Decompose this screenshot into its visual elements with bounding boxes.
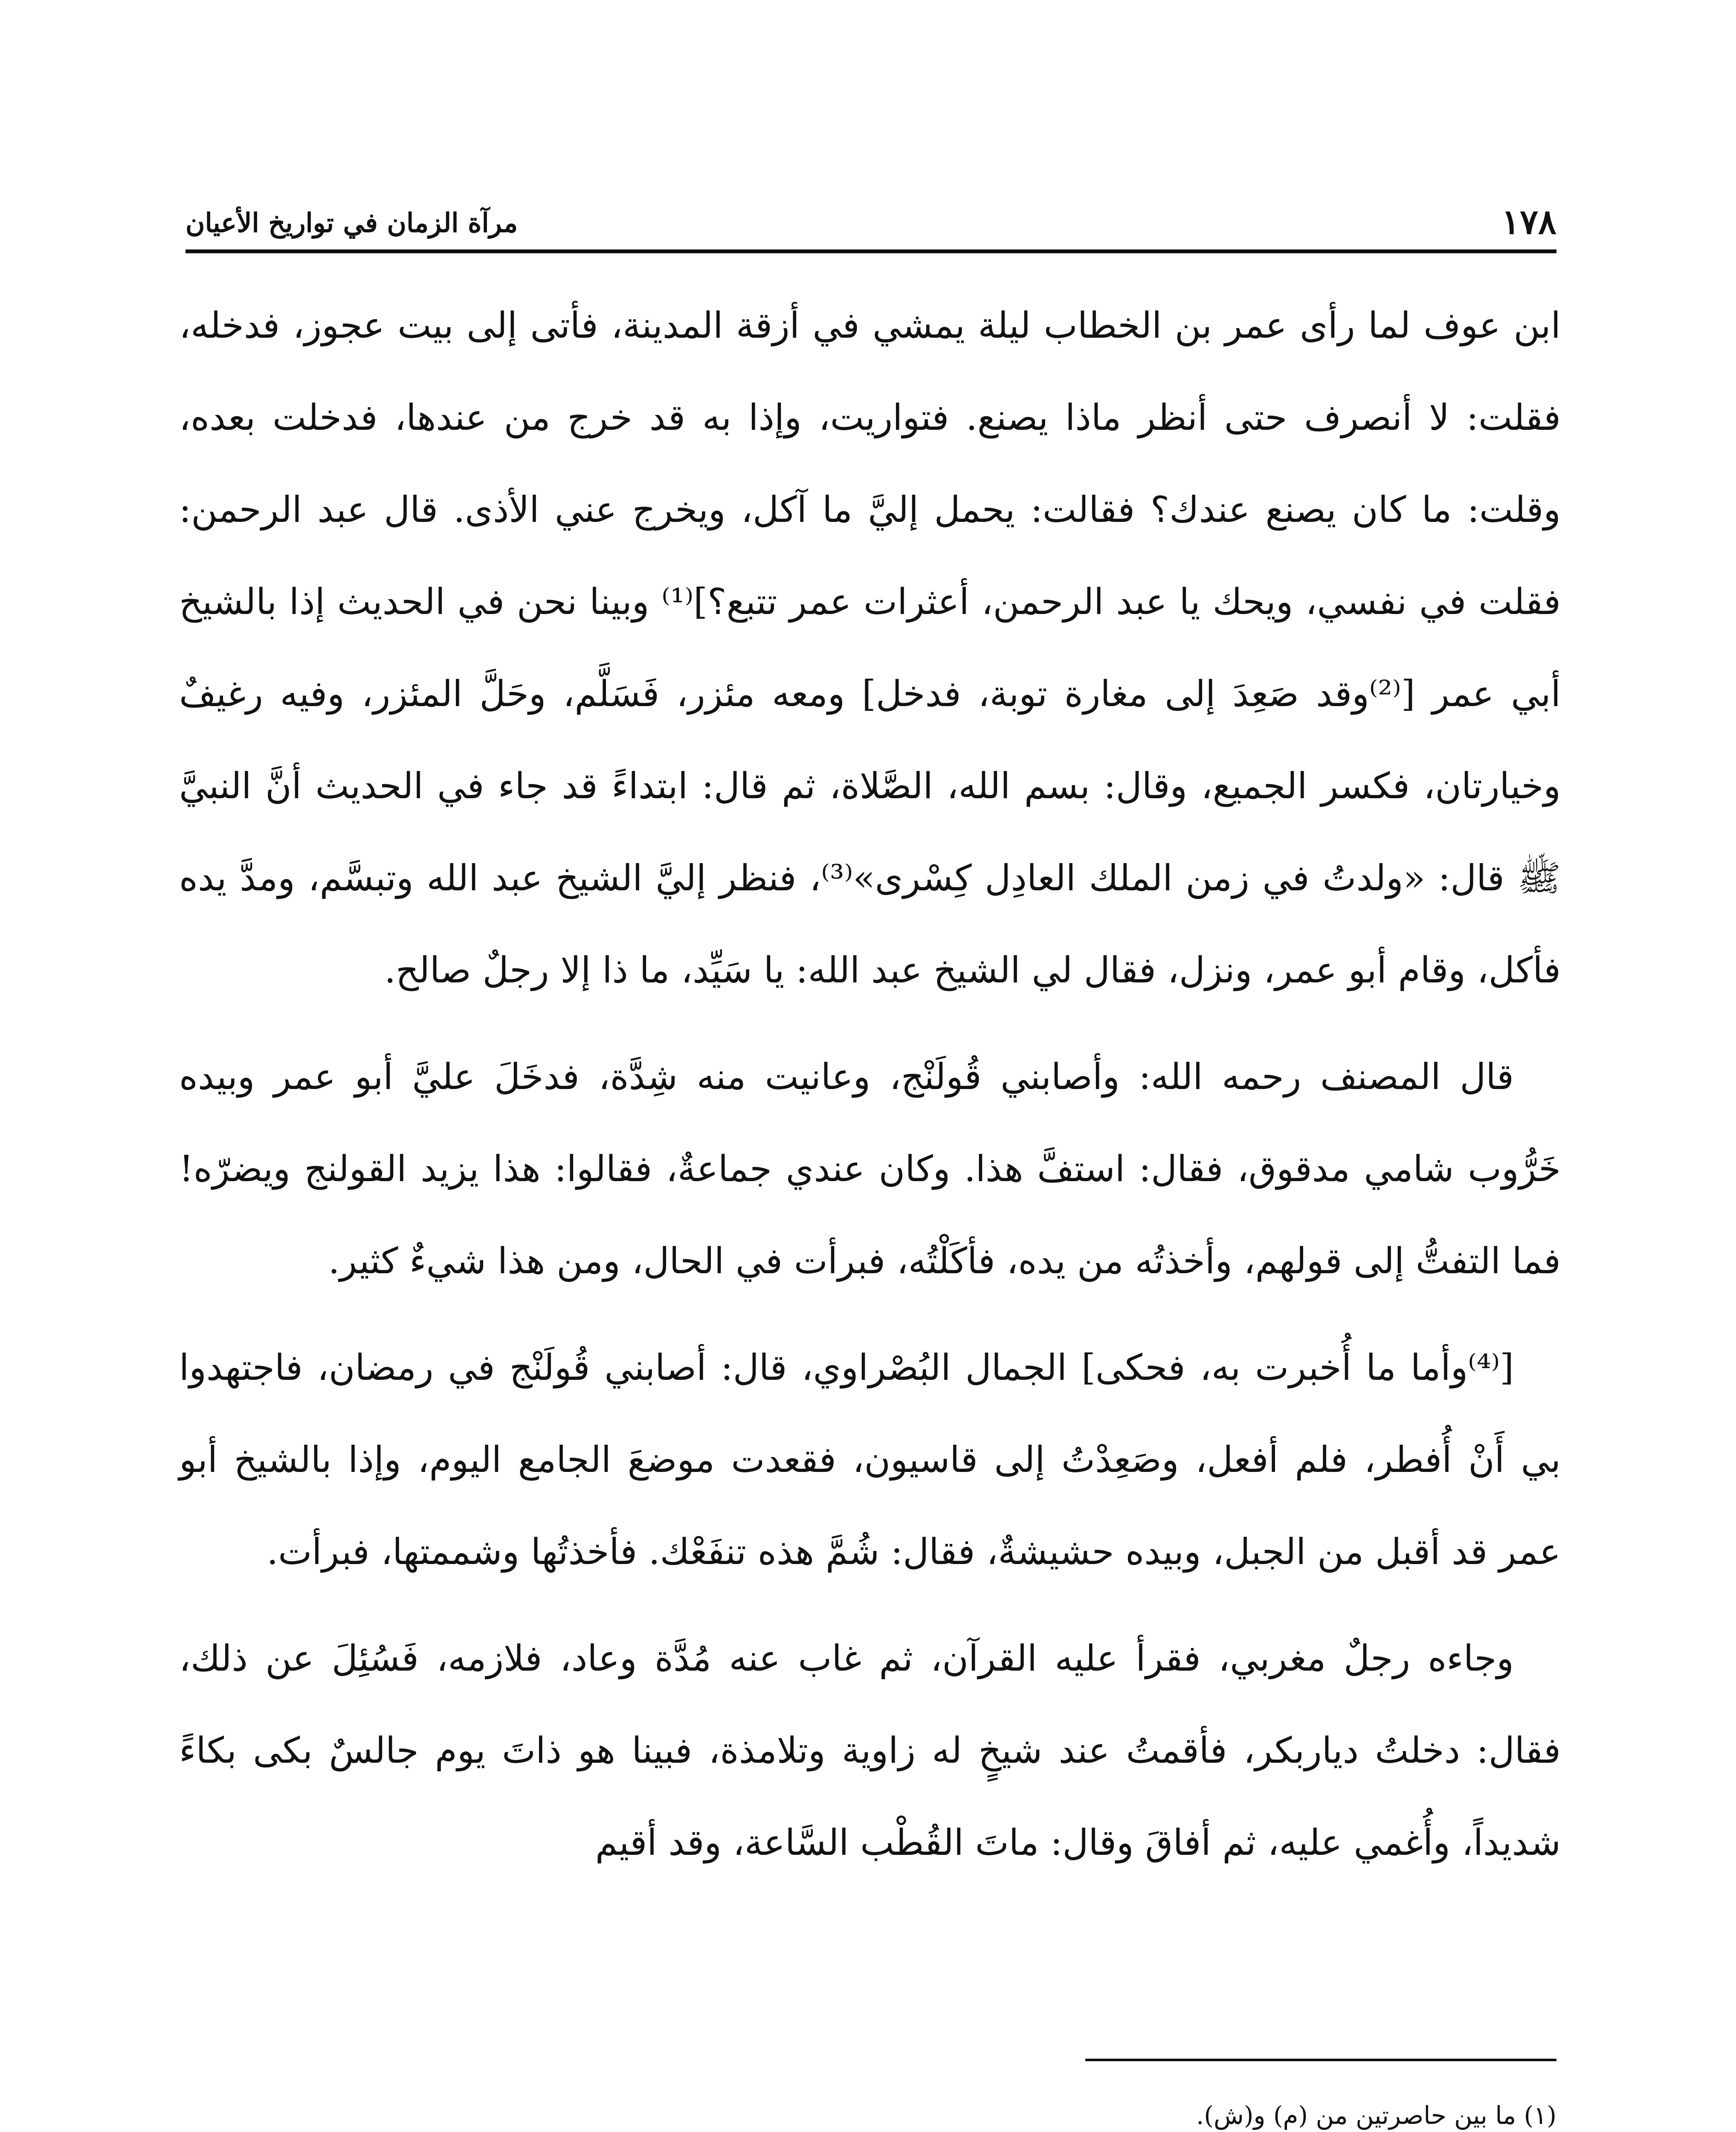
footnote [185,2091,1556,2132]
page-number: ١٧٨ [1501,202,1556,242]
paragraph: قال المصنف رحمه الله: وأصابني قُولَنْج، وعانيت منه شِدَّة، فدخَلَ عليَّ أبو عمر وبيده خَرُّوب شامي مدقوق، فقال: استفَّ هذا. وكان عندي جماعةٌ، فقالوا: هذا يزيد القولنج ويضرّه! فما التفتُّ إلى قولهم، وأخذتُه من يده، فأكَلْتُه، فبرأت في الحال، ومن هذا شيءٌ كثير. [179,1056,1561,1282]
paragraph: ابن عوف لما رأى عمر بن الخطاب ليلة يمشي في أزقة المدينة، فأتى إلى بيت عجوز، فدخله، فقلت: لا أنصرف حتى أنظر ماذا يصنع. فتواريت، وإذا به قد خرج من عندها، فدخلت بعده، وقلت: ما كان يصنع عندك؟ فقالت: يحمل إليَّ ما آكل، ويخرج عني الأذى. قال عبد الرحمن: فقلت في نفسي، ويحك يا عبد الرحمن، أعثرات عمر تتبع؟]⁽¹⁾ وبينا نحن في الحديث إذا بالشيخ أبي عمر [⁽²⁾وقد صَعِدَ إلى مغارة توبة، فدخل] ومعه مئزر، فَسَلَّم، وحَلَّ المئزر، وفيه رغيفٌ وخيارتان، فكسر الجميع، وقال: بسم الله، الصَّلاة، ثم قال: ابتداءً قد جاء في الحديث أنَّ النبيَّ ﷺ قال: «ولدتُ في زمن الملك العادِل كِسْرى»⁽³⁾، فنظر إليَّ الشيخ عبد الله وتبسَّم، ومدَّ يده فأكل، وقام أبو عمر، ونزل، فقال لي الشيخ عبد الله: يا سَيِّد، ما ذا إلا رجلٌ صالح. [179,304,1561,991]
main-text [179,279,1561,1903]
paragraph: وجاءه رجلٌ مغربي، فقرأ عليه القرآن، ثم غاب عنه مُدَّة وعاد، فلازمه، فَسُئِلَ عن ذلك، فقال: دخلتُ دياربكر، فأقمتُ عند شيخٍ له زاوية وتلامذة، فبينا هو ذاتَ يوم جالسٌ بكى بكاءً شديداً، وأُغمي عليه، ثم أفاقَ وقال: ماتَ القُطْب السَّاعة، وقد أقيم [179,1637,1561,1863]
paragraph: [⁽⁴⁾وأما ما أُخبرت به، فحكى] الجمال البُصْراوي، قال: أصابني قُولَنْج في رمضان، فاجتهدوا بي أَنْ أُفطر، فلم أفعل، وصَعِدْتُ إلى قاسيون، فقعدت موضعَ الجامع اليوم، وإذا بالشيخ أبو عمر قد أقبل من الجبل، وبيده حشيشةٌ، فقال: شُمَّ هذه تنفَعْك. فأخذتُها وشممتها، فبرأت. [179,1347,1561,1573]
footnote-text: (١) ما بين حاصرتين من (م) و(ش). [1196,2101,1556,2130]
footnotes [185,2091,1556,2132]
footnote-divider [1085,2059,1556,2061]
page-header [185,190,1556,253]
book-title: مرآة الزمان في تواريخ الأعيان [185,207,518,238]
